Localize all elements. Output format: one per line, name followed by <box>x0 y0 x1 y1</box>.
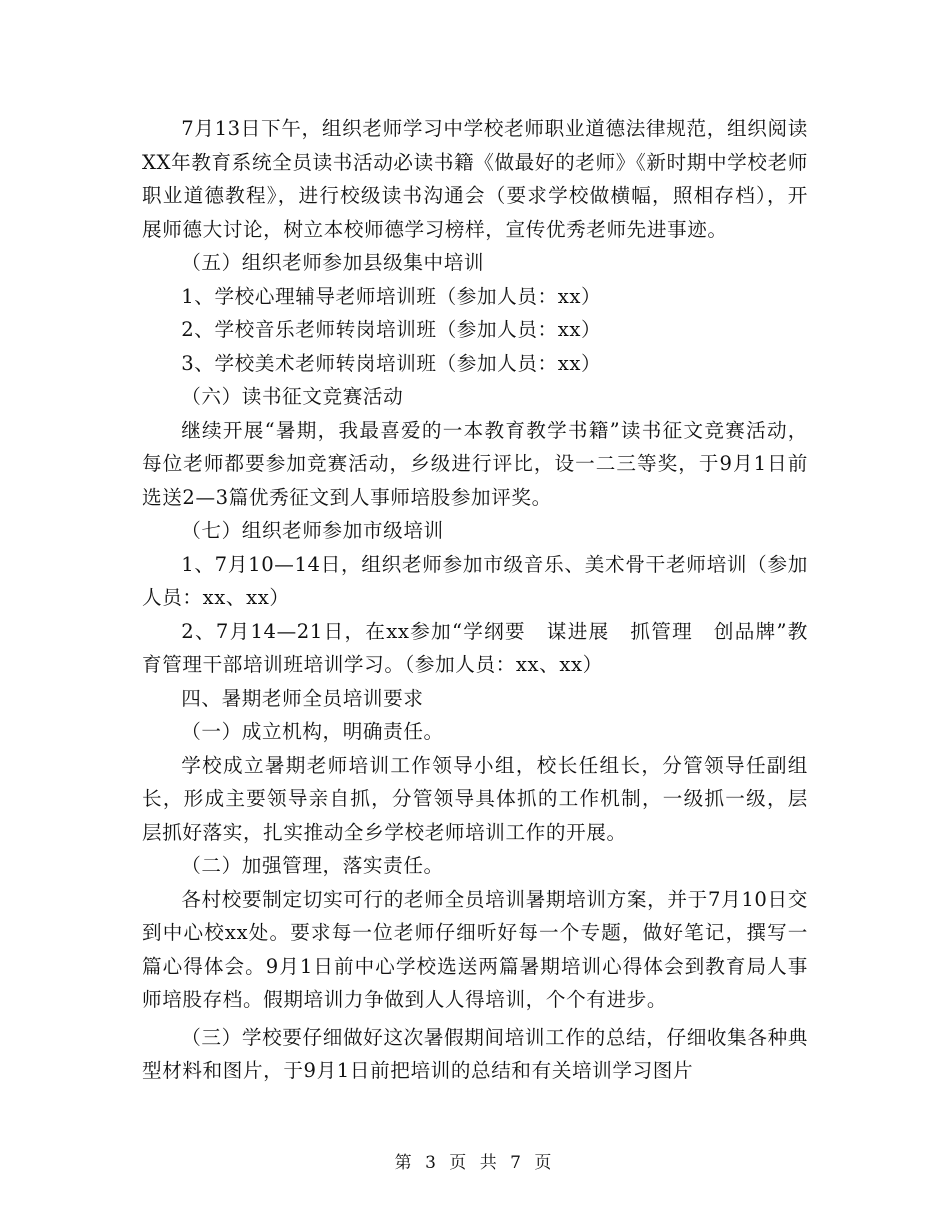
list-item-management-training: 2、7月14—21日，在xx参加“学纲要 谋进展 抓管理 创品牌”教育管理干部培训班培训学习。（参加人员：xx、xx） <box>142 619 808 676</box>
heading-city-training: （七）组织老师参加市级培训 <box>181 519 444 542</box>
paragraph-training-plan: 各村校要制定切实可行的老师全员培训暑期培训方案，并于7月10日交到中心校xx处。要求每一位老师仔细听好每一个专题，做好笔记，撰写一篇心得体会。9月1日前中心学校选送两篇暑期培训心得体会到教育局人事师培股存档。假期培训力争做到人人得培训，个个有进步。 <box>142 887 808 1011</box>
heading-establish-organization: （一）成立机构，明确责任。 <box>181 720 444 743</box>
paragraph-leadership-group: 学校成立暑期老师培训工作领导小组，校长任组长，分管领导任副组长，形成主要领导亲自抓，分管领导具体抓的工作机制，一级抓一级，层层抓好落实，扎实推动全乡学校老师培训工作的开展。 <box>142 753 808 844</box>
heading-strengthen-management: （二）加强管理，落实责任。 <box>181 854 444 877</box>
paragraph-essay-contest: 继续开展“暑期，我最喜爱的一本教育教学书籍”读书征文竞赛活动，每位老师都要参加竞赛活动，乡级进行评比，设一二三等奖，于9月1日前选送2—3篇优秀征文到人事师培股参加评奖。 <box>142 418 808 509</box>
document-body <box>142 112 808 1088</box>
list-item-art-training: 3、学校美术老师转岗培训班（参加人员：xx） <box>181 351 602 375</box>
list-item-music-training: 2、学校音乐老师转岗培训班（参加人员：xx） <box>181 318 602 341</box>
list-item-city-music-art-training: 1、7月10—14日，组织老师参加市级音乐、美术骨干老师培训（参加人员：xx、xx） <box>142 552 808 609</box>
list-item-psychology-training: 1、学校心理辅导老师培训班（参加人员：xx） <box>181 284 602 308</box>
page-number-footer: 第 3 页 共 7 页 <box>394 1153 556 1173</box>
paragraph-teacher-ethics-study: 7月13日下午，组织老师学习中学校老师职业道德法律规范，组织阅读XX年教育系统全员读书活动必读书籍《做最好的老师》《新时期中学校老师职业道德教程》，进行校级读书沟通会（要求学校做横幅，照相存档），开展师德大讨论，树立本校师德学习榜样，宣传优秀老师先进事迹。 <box>142 117 808 241</box>
heading-essay-contest: （六）读书征文竞赛活动 <box>181 385 404 408</box>
heading-training-requirements: 四、暑期老师全员培训要求 <box>181 686 424 710</box>
heading-county-training: （五）组织老师参加县级集中培训 <box>181 251 485 274</box>
paragraph-training-summary: （三）学校要仔细做好这次暑假期间培训工作的总结，仔细收集各种典型材料和图片，于9月1日前把培训的总结和有关培训学习图片 <box>142 1025 808 1082</box>
